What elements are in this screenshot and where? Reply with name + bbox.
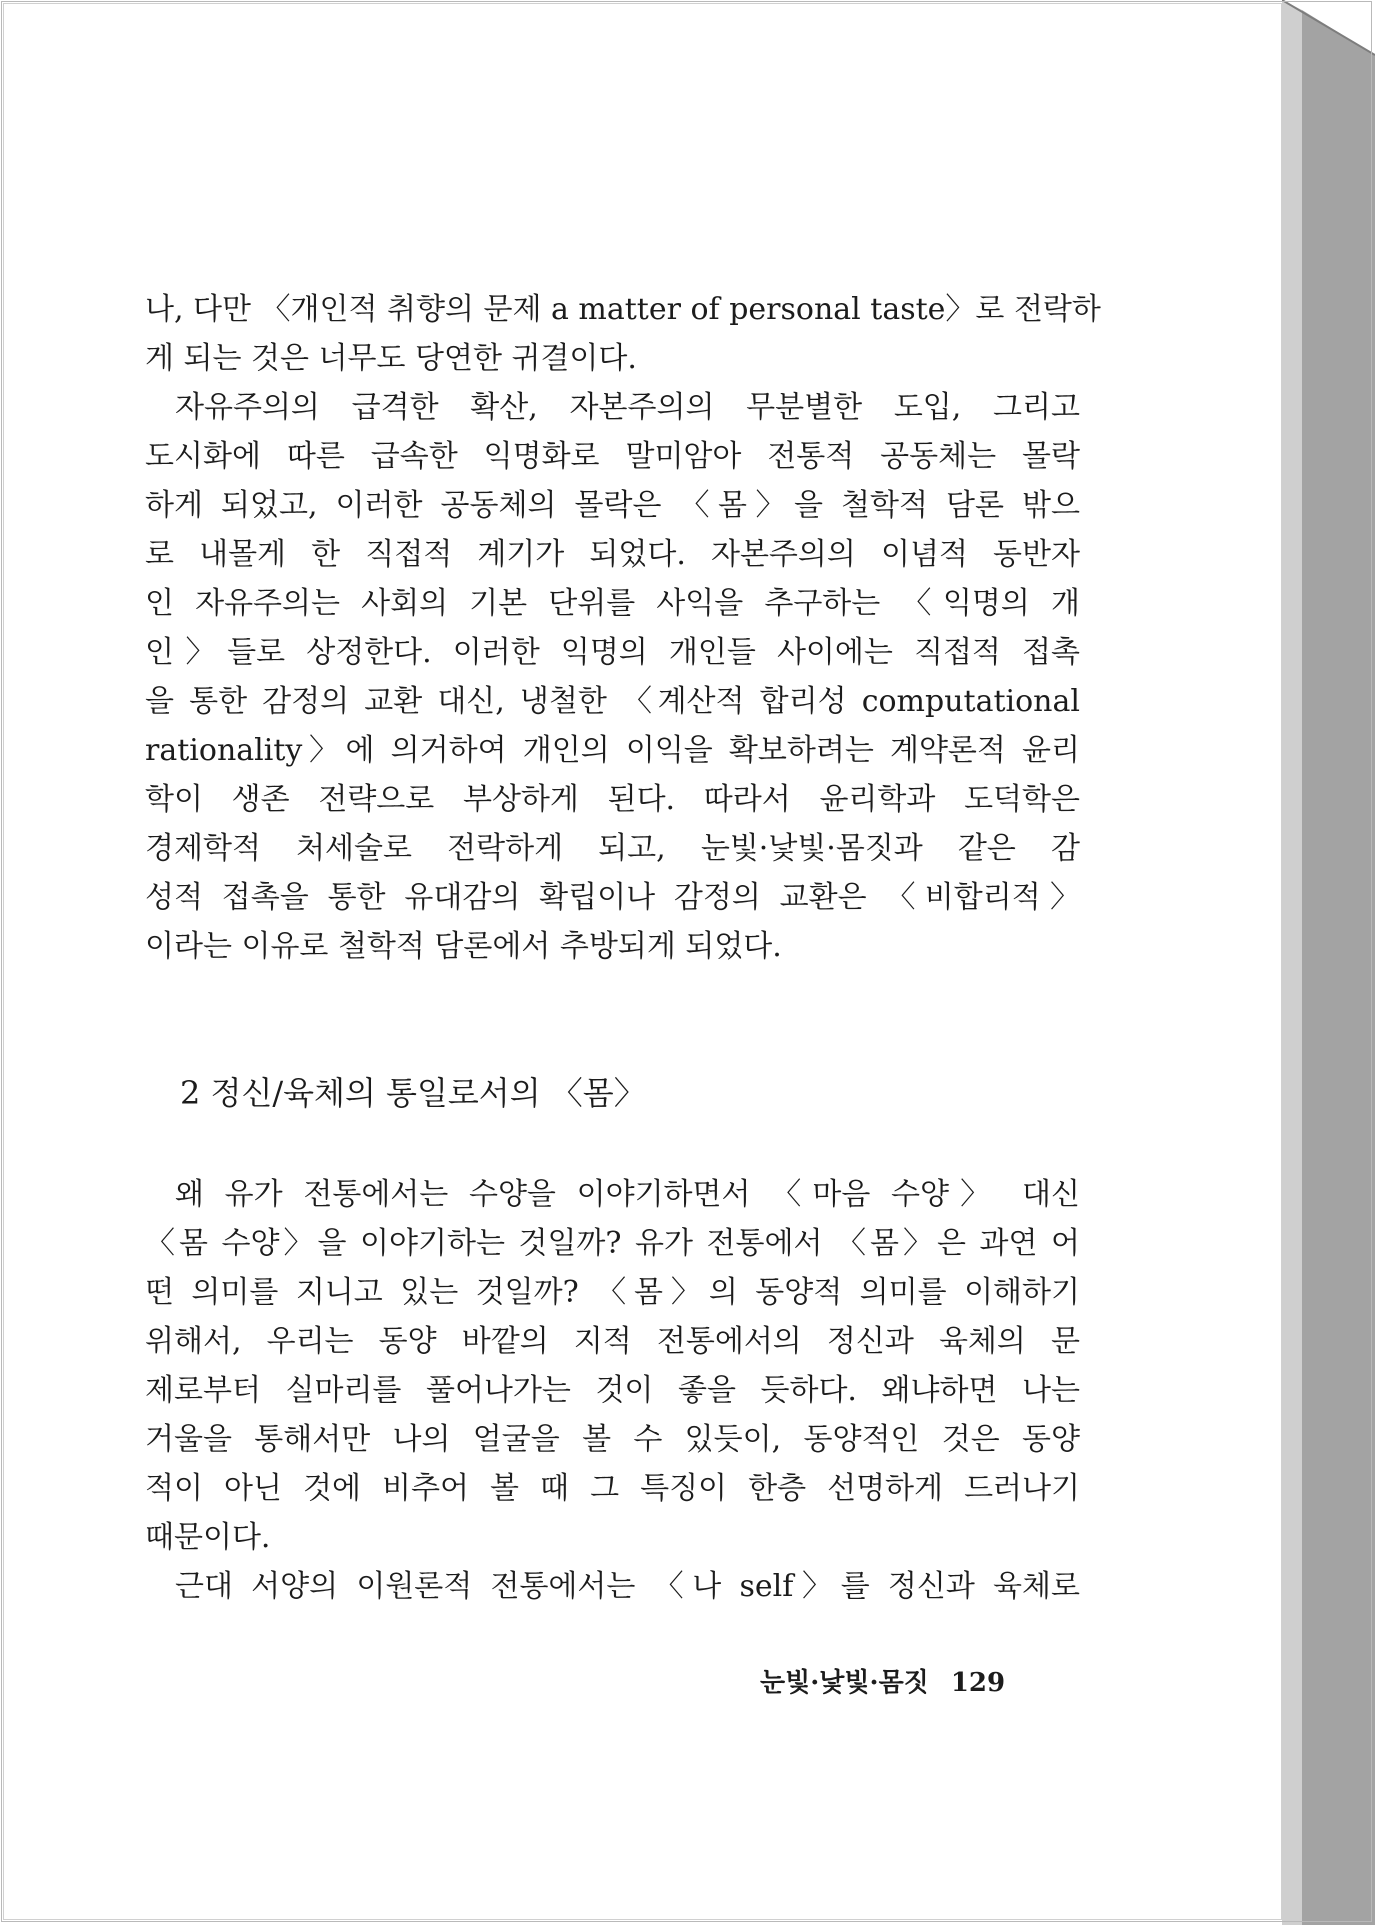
text-line: rationality〉에 의거하여 개인의 이익을 확보하려는 계약론적 윤리 xyxy=(145,733,1080,768)
page-frame xyxy=(1,1,1372,1922)
text-line: 도시화에 따른 급속한 익명화로 말미암아 전통적 공동체는 몰락 xyxy=(145,439,1080,474)
text-line: 이라는 이유로 철학적 담론에서 추방되게 되었다. xyxy=(145,929,782,964)
text-line: 성적 접촉을 통한 유대감의 확립이나 감정의 교환은 〈비합리적〉 xyxy=(145,880,1080,915)
text-line: 을 통한 감정의 교환 대신, 냉철한 〈계산적 합리성 computational xyxy=(145,684,1080,719)
text-line: 적이 아닌 것에 비추어 볼 때 그 특징이 한층 선명하게 드러나기 xyxy=(145,1471,1080,1506)
text-line: 학이 생존 전략으로 부상하게 된다. 따라서 윤리학과 도덕학은 xyxy=(145,782,1080,817)
text-line: 왜 유가 전통에서는 수양을 이야기하면서 〈마음 수양〉 대신 xyxy=(175,1177,1080,1212)
text-line: 경제학적 처세술로 전락하게 되고, 눈빛·낯빛·몸짓과 같은 감 xyxy=(145,831,1080,866)
page-number: 129 xyxy=(950,1668,1006,1698)
text-line: 근대 서양의 이원론적 전통에서는 〈나 self〉를 정신과 육체로 xyxy=(175,1569,1080,1604)
text-line: 나, 다만 〈개인적 취향의 문제 a matter of personal taste〉로 전락하 xyxy=(145,292,1101,327)
text-line: 〈몸 수양〉을 이야기하는 것일까? 유가 전통에서 〈몸〉은 과연 어 xyxy=(145,1226,1080,1261)
text-line: 거울을 통해서만 나의 얼굴을 볼 수 있듯이, 동양적인 것은 동양 xyxy=(145,1422,1080,1457)
text-line: 게 되는 것은 너무도 당연한 귀결이다. xyxy=(145,341,637,376)
text-line: 때문이다. xyxy=(145,1520,271,1555)
running-title: 눈빛·낯빛·몸짓 xyxy=(760,1668,929,1698)
text-line: 자유주의의 급격한 확산, 자본주의의 무분별한 도입, 그리고 xyxy=(175,390,1080,425)
text-line: 인 자유주의는 사회의 기본 단위를 사익을 추구하는 〈익명의 개 xyxy=(145,586,1080,621)
text-line: 떤 의미를 지니고 있는 것일까? 〈몸〉의 동양적 의미를 이해하기 xyxy=(145,1275,1080,1310)
text-line: 제로부터 실마리를 풀어나가는 것이 좋을 듯하다. 왜냐하면 나는 xyxy=(145,1373,1080,1408)
text-line: 하게 되었고, 이러한 공동체의 몰락은 〈몸〉을 철학적 담론 밖으 xyxy=(145,488,1080,523)
section-heading: 2 정신/육체의 통일로서의 〈몸〉 xyxy=(180,1074,646,1112)
text-line: 위해서, 우리는 동양 바깥의 지적 전통에서의 정신과 육체의 문 xyxy=(145,1324,1080,1359)
text-line: 로 내몰게 한 직접적 계기가 되었다. 자본주의의 이념적 동반자 xyxy=(145,537,1080,572)
text-line: 인〉들로 상정한다. 이러한 익명의 개인들 사이에는 직접적 접촉 xyxy=(145,635,1080,670)
